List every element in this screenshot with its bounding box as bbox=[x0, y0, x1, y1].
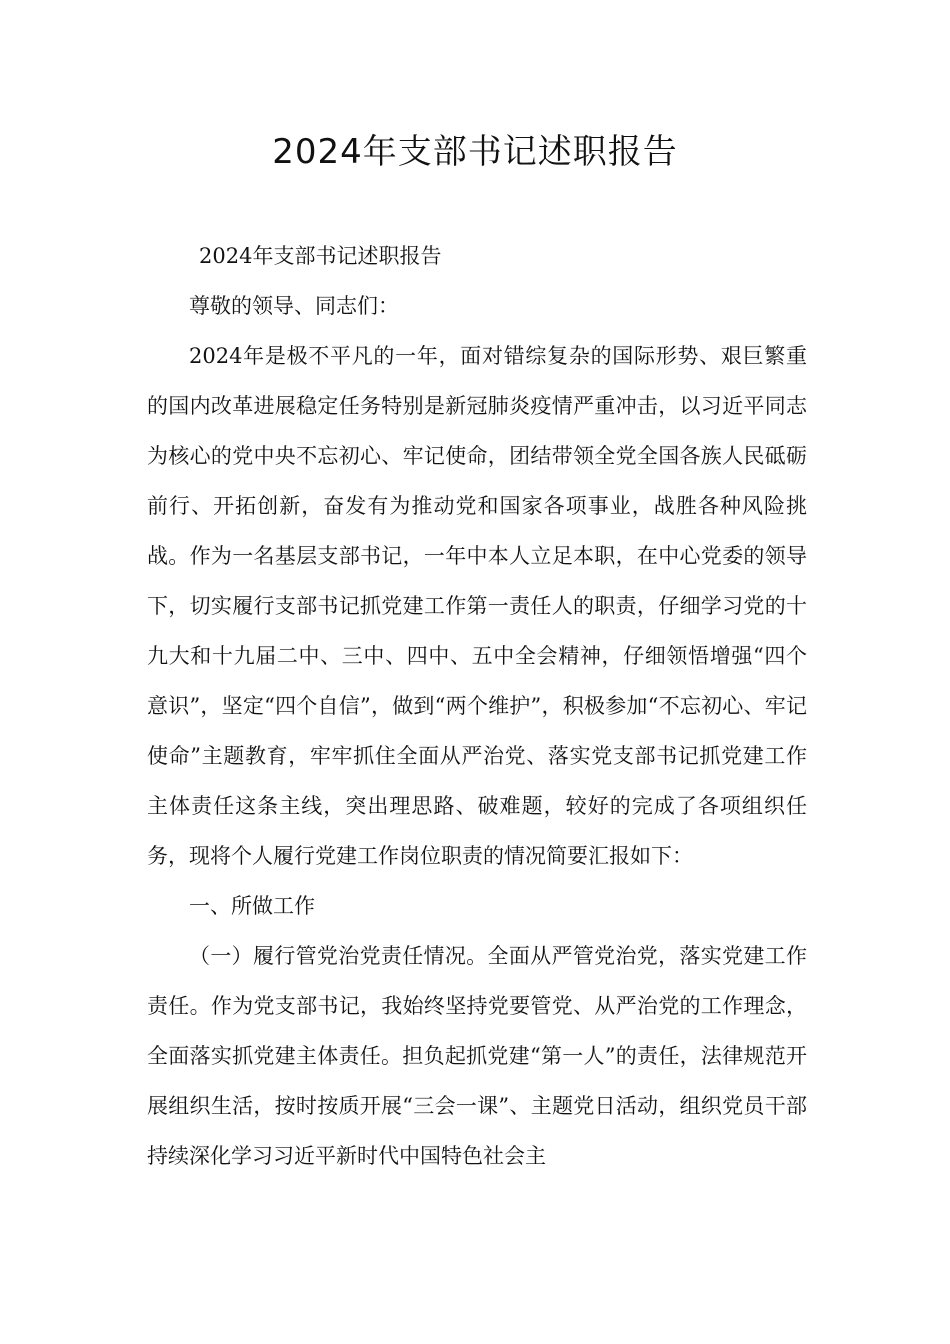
section-heading: 一、所做工作 bbox=[189, 894, 315, 918]
document-title: 2024年支部书记述职报告 bbox=[272, 132, 678, 172]
subsection-paragraph: （一）履行管党治党责任情况。全面从严管党治党，落实党建工作责任。作为党支部书记，我始终坚持党要管党、从严治党的工作理念，全面落实抓党建主体责任。担负起抓党建“第一人”的责任，法律规范开展组织生活，按时按质开展“三会一课”、主题党日活动，组织党员干部持续深化学习习近平新时代中国特色社会主 bbox=[147, 944, 807, 1168]
intro-paragraph: 2024年是极不平凡的一年，面对错综复杂的国际形势、艰巨繁重的国内改革进展稳定任务特别是新冠肺炎疫情严重冲击，以习近平同志为核心的党中央不忘初心、牢记使命，团结带领全党全国各族人民砥砺前行、开拓创新，奋发有为推动党和国家各项事业，战胜各种风险挑战。作为一名基层支部书记，一年中本人立足本职，在中心党委的领导下，切实履行支部书记抓党建工作第一责任人的职责，仔细学习党的十九大和十九届二中、三中、四中、五中全会精神，仔细领悟增强“四个意识”，坚定“四个自信”，做到“两个维护”，积极参加“不忘初心、牢记使命”主题教育，牢牢抓住全面从严治党、落实党支部书记抓党建工作主体责任这条主线，突出理思路、破难题，较好的完成了各项组织任务，现将个人履行党建工作岗位职责的情况简要汇报如下： bbox=[147, 344, 807, 868]
salutation: 尊敬的领导、同志们： bbox=[189, 294, 399, 318]
document-subtitle: 2024年支部书记述职报告 bbox=[199, 244, 442, 268]
document-body bbox=[147, 231, 807, 1181]
